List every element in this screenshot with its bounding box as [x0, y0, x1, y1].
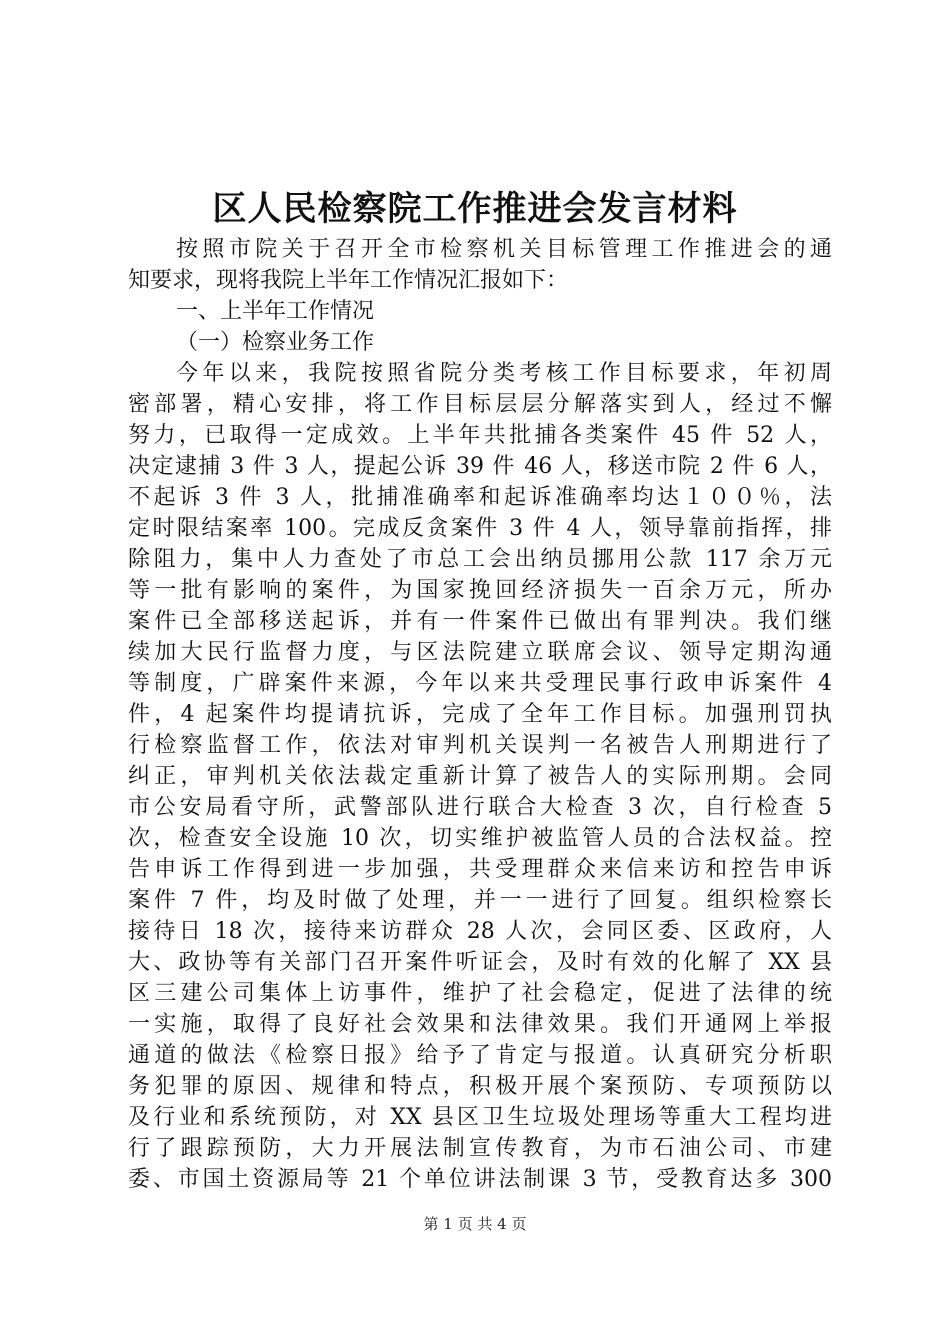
body-line: 告申诉工作得到进一步加强，共受理群众来信来访和控告申诉 [128, 857, 832, 882]
body-line: 除阻力，集中人力查处了市总工会出纳员挪用公款 117 余万元 [128, 547, 832, 572]
page-number-footer: 第 1 页 共 4 页 [423, 1215, 527, 1233]
body-line: 及行业和系统预防，对 XX 县区卫生垃圾处理场等重大工程均进 [128, 1105, 832, 1130]
document-body [128, 234, 832, 1195]
document-title: 区人民检察院工作推进会发言材料 [212, 189, 738, 229]
body-line: 定时限结案率 100。完成反贪案件 3 件 4 人，领导靠前指挥，排 [128, 516, 832, 541]
body-line: 次，检查安全设施 10 次，切实维护被监管人员的合法权益。控 [128, 826, 832, 851]
body-line: 委、市国土资源局等 21 个单位讲法制课 3 节，受教育达多 300 [128, 1167, 832, 1192]
body-line: 续加大民行监督力度，与区法院建立联席会议、领导定期沟通 [128, 640, 832, 665]
body-line: 行了跟踪预防，大力开展法制宣传教育，为市石油公司、市建 [128, 1136, 832, 1161]
body-line: 按照市院关于召开全市检察机关目标管理工作推进会的通 [176, 237, 832, 262]
body-line: 密部署，精心安排，将工作目标层层分解落实到人，经过不懈 [128, 392, 832, 417]
body-line: 案件 7 件，均及时做了处理，并一一进行了回复。组织检察长 [128, 888, 832, 913]
body-line: 通道的做法《检察日报》给予了肯定与报道。认真研究分析职 [128, 1043, 832, 1068]
subsection-heading: （一）检察业务工作 [176, 330, 375, 355]
body-line: 行检察监督工作，依法对审判机关误判一名被告人刑期进行了 [128, 733, 832, 758]
section-heading: 一、上半年工作情况 [176, 299, 375, 324]
body-line: 努力，已取得一定成效。上半年共批捕各类案件 45 件 52 人， [128, 423, 832, 448]
body-line: 大、政协等有关部门召开案件听证会，及时有效的化解了 XX 县 [128, 950, 832, 975]
body-line: 决定逮捕 3 件 3 人，提起公诉 39 件 46 人，移送市院 2 件 6 人， [128, 454, 832, 479]
body-line: 知要求，现将我院上半年工作情况汇报如下： [128, 268, 569, 293]
body-line: 今年以来，我院按照省院分类考核工作目标要求，年初周 [176, 361, 832, 386]
body-line: 等制度，广辟案件来源，今年以来共受理民事行政申诉案件 4 [128, 671, 832, 696]
body-line: 等一批有影响的案件，为国家挽回经济损失一百余万元，所办 [128, 578, 832, 603]
body-line: 案件已全部移送起诉，并有一件案件已做出有罪判决。我们继 [128, 609, 832, 634]
body-line: 一实施，取得了良好社会效果和法律效果。我们开通网上举报 [128, 1012, 832, 1037]
body-line: 区三建公司集体上访事件，维护了社会稳定，促进了法律的统 [128, 981, 832, 1006]
body-line: 接待日 18 次，接待来访群众 28 人次，会同区委、区政府，人 [128, 919, 832, 944]
body-line: 纠正，审判机关依法裁定重新计算了被告人的实际刑期。会同 [128, 764, 832, 789]
body-line: 不起诉 3 件 3 人，批捕准确率和起诉准确率均达１００％，法 [128, 485, 832, 510]
body-line: 件，4 起案件均提请抗诉，完成了全年工作目标。加强刑罚执 [128, 702, 832, 727]
body-line: 市公安局看守所，武警部队进行联合大检查 3 次，自行检查 5 [128, 795, 832, 820]
body-line: 务犯罪的原因、规律和特点，积极开展个案预防、专项预防以 [128, 1074, 832, 1099]
